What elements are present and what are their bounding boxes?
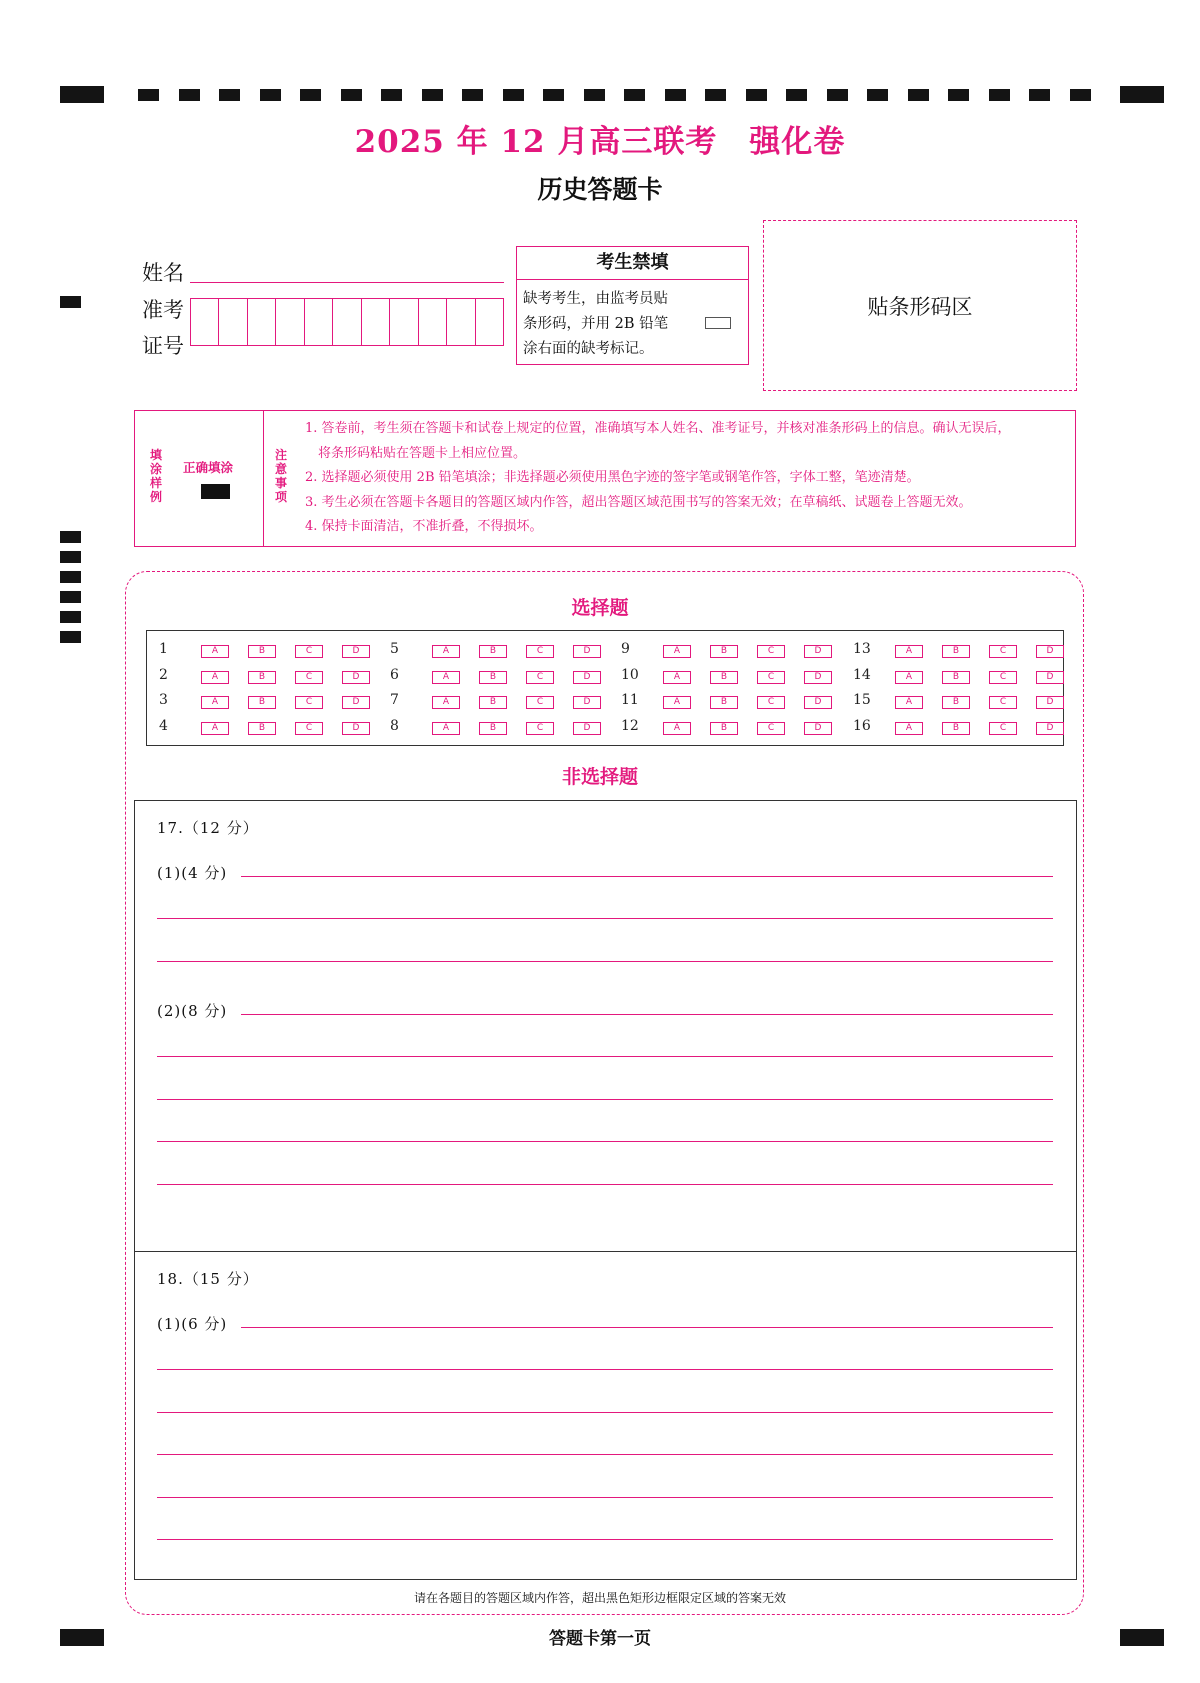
page-label: 答题卡第一页 <box>549 1629 651 1649</box>
answer-bubble-a[interactable]: A <box>201 696 229 709</box>
id-label-line1: 准考 <box>142 298 184 322</box>
answer-bubble-d[interactable]: D <box>342 645 370 658</box>
absent-box-title: 考生禁填 <box>517 247 748 280</box>
answer-bubble-c[interactable]: C <box>526 722 554 735</box>
timing-tick <box>60 571 81 583</box>
correct-fill-label: 正确填涂 <box>183 460 234 475</box>
note-line: 4. 保持卡面清洁，不准折叠，不得损坏。 <box>305 519 543 534</box>
timing-tick <box>60 631 81 643</box>
answer-line[interactable] <box>241 876 1053 877</box>
answer-line[interactable] <box>157 961 1053 962</box>
id-digit-cell[interactable] <box>419 299 447 345</box>
answer-bubble-a[interactable]: A <box>201 722 229 735</box>
note-line: 1. 答卷前，考生须在答题卡和试卷上规定的位置，准确填写本人姓名、准考证号，并核对准条形码上的信息。确认无误后， <box>305 421 1011 436</box>
absent-text-line: 条形码，并用 2B 铅笔 <box>523 316 669 332</box>
card-subtitle: 历史答题卡 <box>537 175 663 204</box>
answer-bubble-c[interactable]: C <box>989 671 1017 684</box>
timing-tick <box>138 89 159 101</box>
timing-tick <box>867 89 888 101</box>
question-number: 15 <box>853 692 871 708</box>
answer-bubble-c[interactable]: C <box>295 696 323 709</box>
answer-bubble-a[interactable]: A <box>663 696 691 709</box>
name-field[interactable] <box>190 282 504 283</box>
answer-bubble-c[interactable]: C <box>526 671 554 684</box>
timing-tick <box>989 89 1010 101</box>
answer-bubble-c[interactable]: C <box>295 645 323 658</box>
timing-mark <box>1120 86 1164 103</box>
instructions-box <box>134 410 1076 547</box>
answer-line[interactable] <box>241 1327 1053 1328</box>
answer-bubble-b[interactable]: B <box>942 645 970 658</box>
timing-tick <box>60 531 81 543</box>
timing-tick <box>1029 89 1050 101</box>
answer-bubble-d[interactable]: D <box>342 696 370 709</box>
answer-bubble-b[interactable]: B <box>942 722 970 735</box>
answer-line[interactable] <box>157 1141 1053 1142</box>
timing-tick <box>60 551 81 563</box>
id-digit-cell[interactable] <box>390 299 418 345</box>
answer-line[interactable] <box>241 1014 1053 1015</box>
answer-line[interactable] <box>157 1454 1053 1455</box>
question-number: 9 <box>621 641 630 657</box>
question-number: 11 <box>621 692 639 708</box>
answer-bubble-c[interactable]: C <box>757 645 785 658</box>
answer-bubble-d[interactable]: D <box>804 696 832 709</box>
answer-bubble-a[interactable]: A <box>895 671 923 684</box>
answer-bubble-b[interactable]: B <box>479 722 507 735</box>
id-digit-cell[interactable] <box>276 299 304 345</box>
answer-bubble-a[interactable]: A <box>663 671 691 684</box>
answer-bubble-b[interactable]: B <box>479 671 507 684</box>
fill-sample-vertical-label: 填涂样例 <box>149 448 162 504</box>
answer-bubble-d[interactable]: D <box>342 671 370 684</box>
question-number: 1 <box>159 641 168 657</box>
question-number: 16 <box>853 718 871 734</box>
answer-bubble-b[interactable]: B <box>248 645 276 658</box>
absent-text-line: 涂右面的缺考标记。 <box>523 341 654 357</box>
answer-bubble-d[interactable]: D <box>573 671 601 684</box>
timing-tick <box>746 89 767 101</box>
answer-bubble-d[interactable]: D <box>342 722 370 735</box>
answer-bubble-b[interactable]: B <box>710 722 738 735</box>
correct-fill-sample <box>201 484 230 499</box>
question-divider <box>135 1251 1076 1252</box>
id-digit-cell[interactable] <box>362 299 390 345</box>
answer-bubble-a[interactable]: A <box>201 671 229 684</box>
timing-mark <box>60 86 104 103</box>
answer-bubble-b[interactable]: B <box>479 645 507 658</box>
answer-line[interactable] <box>157 1497 1053 1498</box>
id-label-line2: 证号 <box>142 334 184 358</box>
answer-bubble-a[interactable]: A <box>895 645 923 658</box>
answer-bubble-c[interactable]: C <box>757 671 785 684</box>
answer-line[interactable] <box>157 1369 1053 1370</box>
exam-id-grid[interactable] <box>190 298 504 346</box>
answer-bubble-a[interactable]: A <box>432 671 460 684</box>
answer-bubble-d[interactable]: D <box>1036 696 1064 709</box>
answer-bubble-d[interactable]: D <box>573 722 601 735</box>
answer-bubble-a[interactable]: A <box>895 696 923 709</box>
answer-bubble-c[interactable]: C <box>989 645 1017 658</box>
barcode-area <box>763 220 1077 391</box>
answer-bubble-d[interactable]: D <box>804 722 832 735</box>
answer-bubble-c[interactable]: C <box>989 696 1017 709</box>
answer-bubble-b[interactable]: B <box>942 696 970 709</box>
absent-mark-checkbox[interactable] <box>705 317 731 329</box>
question-number: 7 <box>390 692 399 708</box>
question-18-part-1-label: (1)(6 分) <box>157 1315 228 1333</box>
answer-bubble-d[interactable]: D <box>1036 722 1064 735</box>
question-17-part-2-label: (2)(8 分) <box>157 1002 228 1020</box>
absent-text-line: 缺考考生，由监考员贴 <box>523 291 668 307</box>
timing-tick <box>179 89 200 101</box>
question-number: 6 <box>390 667 399 683</box>
notes-vertical-label: 注意事项 <box>274 448 287 504</box>
timing-tick <box>665 89 686 101</box>
note-line: 3. 考生必须在答题卡各题目的答题区域内作答，超出答题区域范围书写的答案无效；在草稿纸、试题卷上答题无效。 <box>305 494 972 510</box>
id-digit-cell[interactable] <box>447 299 475 345</box>
answer-bubble-b[interactable]: B <box>248 696 276 709</box>
answer-line[interactable] <box>157 1539 1053 1540</box>
footer-note: 请在各题目的答题区域内作答，超出黑色矩形边框限定区域的答案无效 <box>413 1591 786 1605</box>
answer-bubble-a[interactable]: A <box>663 722 691 735</box>
id-digit-cell[interactable] <box>191 299 219 345</box>
timing-tick <box>948 89 969 101</box>
answer-bubble-c[interactable]: C <box>757 722 785 735</box>
question-number: 4 <box>159 718 168 734</box>
answer-line[interactable] <box>157 1056 1053 1057</box>
answer-bubble-c[interactable]: C <box>526 645 554 658</box>
question-number: 14 <box>853 667 871 683</box>
answer-bubble-b[interactable]: B <box>710 645 738 658</box>
essay-section-title: 非选择题 <box>561 766 638 788</box>
multiple-choice-title: 选择题 <box>571 597 629 619</box>
answer-bubble-d[interactable]: D <box>573 645 601 658</box>
question-17-part-1-label: (1)(4 分) <box>157 864 228 882</box>
question-number: 13 <box>853 641 871 657</box>
notes-list <box>305 417 1075 540</box>
note-line: 将条形码粘贴在答题卡上相应位置。 <box>305 445 527 461</box>
timing-tick <box>908 89 929 101</box>
timing-tick <box>219 89 240 101</box>
answer-bubble-d[interactable]: D <box>804 645 832 658</box>
timing-tick <box>827 89 848 101</box>
question-number: 3 <box>159 692 168 708</box>
question-number: 12 <box>621 718 639 734</box>
answer-bubble-a[interactable]: A <box>432 645 460 658</box>
answer-bubble-d[interactable]: D <box>1036 671 1064 684</box>
answer-bubble-b[interactable]: B <box>479 696 507 709</box>
answer-bubble-c[interactable]: C <box>989 722 1017 735</box>
timing-tick <box>543 89 564 101</box>
timing-tick <box>1070 89 1091 101</box>
question-number: 5 <box>390 641 399 657</box>
answer-bubble-a[interactable]: A <box>895 722 923 735</box>
timing-tick <box>422 89 443 101</box>
timing-tick <box>462 89 483 101</box>
timing-tick <box>624 89 645 101</box>
answer-line[interactable] <box>157 1099 1053 1100</box>
answer-bubble-d[interactable]: D <box>573 696 601 709</box>
answer-bubble-a[interactable]: A <box>663 645 691 658</box>
timing-tick <box>503 89 524 101</box>
timing-tick <box>705 89 726 101</box>
question-number: 8 <box>390 718 399 734</box>
timing-tick <box>300 89 321 101</box>
timing-tick <box>584 89 605 101</box>
note-line: 2. 选择题必须使用 2B 铅笔填涂；非选择题必须使用黑色字迹的签字笔或钢笔作答，字体工整，笔迹清楚。 <box>305 470 920 485</box>
question-17-heading: 17.（12 分） <box>157 819 259 837</box>
answer-bubble-a[interactable]: A <box>201 645 229 658</box>
name-label: 姓名 <box>142 261 184 285</box>
id-digit-cell[interactable] <box>476 299 503 345</box>
absent-candidate-box <box>516 246 749 365</box>
answer-bubble-b[interactable]: B <box>248 671 276 684</box>
absent-box-text <box>523 287 688 362</box>
multiple-choice-grid <box>146 630 1064 746</box>
answer-bubble-b[interactable]: B <box>710 696 738 709</box>
answer-bubble-b[interactable]: B <box>710 671 738 684</box>
question-number: 2 <box>159 667 168 683</box>
answer-bubble-c[interactable]: C <box>295 722 323 735</box>
essay-answer-box <box>134 800 1077 1580</box>
answer-bubble-a[interactable]: A <box>432 722 460 735</box>
question-number: 10 <box>621 667 639 683</box>
answer-line[interactable] <box>157 1184 1053 1185</box>
id-digit-cell[interactable] <box>305 299 333 345</box>
question-18-heading: 18.（15 分） <box>157 1270 259 1288</box>
answer-bubble-c[interactable]: C <box>295 671 323 684</box>
answer-bubble-b[interactable]: B <box>942 671 970 684</box>
timing-tick <box>381 89 402 101</box>
id-digit-cell[interactable] <box>219 299 247 345</box>
barcode-label: 贴条形码区 <box>867 295 973 319</box>
timing-tick <box>341 89 362 101</box>
answer-line[interactable] <box>157 918 1053 919</box>
answer-bubble-d[interactable]: D <box>1036 645 1064 658</box>
timing-tick <box>786 89 807 101</box>
answer-bubble-a[interactable]: A <box>432 696 460 709</box>
timing-mark <box>60 296 81 308</box>
exam-title: 2025 年 12 月高三联考 强化卷 <box>354 124 846 160</box>
answer-bubble-c[interactable]: C <box>757 696 785 709</box>
answer-bubble-b[interactable]: B <box>248 722 276 735</box>
id-digit-cell[interactable] <box>248 299 276 345</box>
id-digit-cell[interactable] <box>333 299 361 345</box>
timing-tick <box>260 89 281 101</box>
answer-bubble-c[interactable]: C <box>526 696 554 709</box>
answer-line[interactable] <box>157 1412 1053 1413</box>
answer-bubble-d[interactable]: D <box>804 671 832 684</box>
fill-sample-panel <box>135 411 264 546</box>
